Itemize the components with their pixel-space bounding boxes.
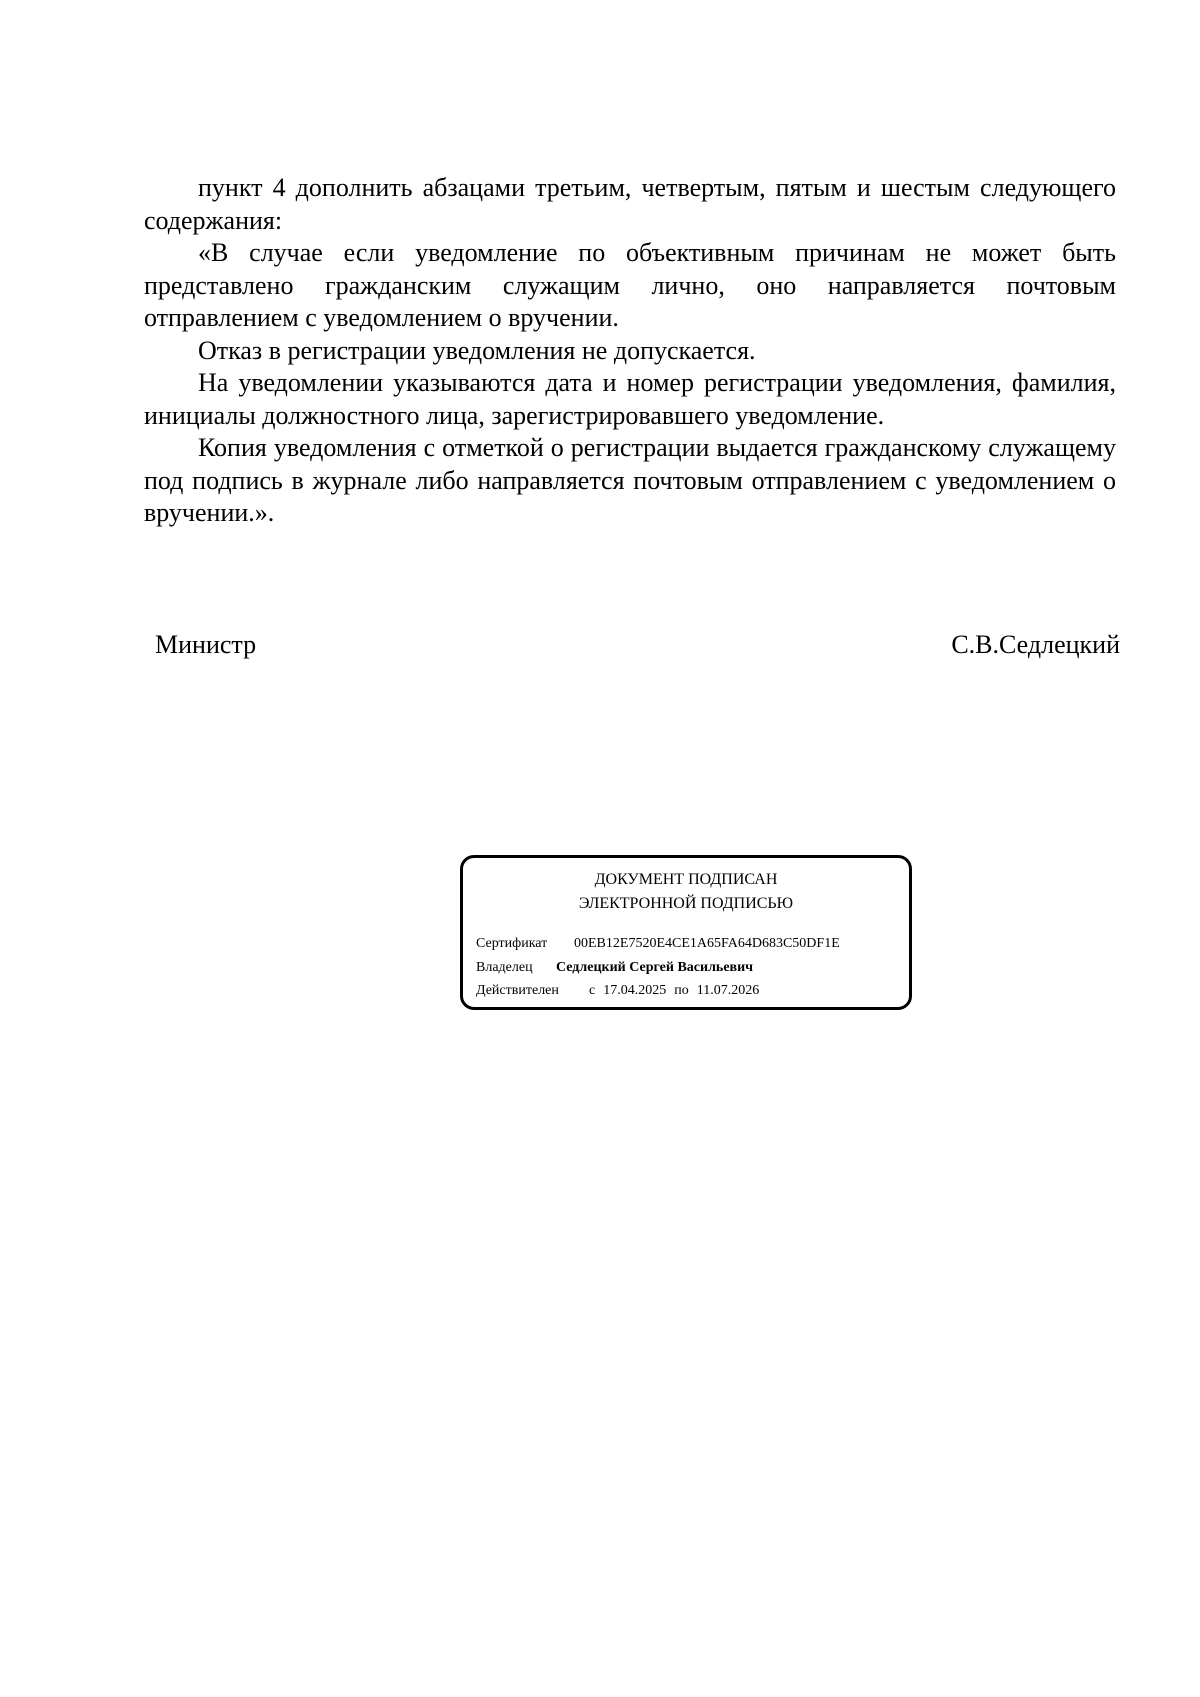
stamp-title-line-2: ЭЛЕКТРОННОЙ ПОДПИСЬЮ bbox=[578, 895, 794, 912]
valid-to-prefix: по bbox=[674, 983, 689, 998]
paragraph-5: Копия уведомления с отметкой о регистрации выдается гражданскому служащему под подпись в журнале либо направляется почтовым отправлением с уведомлением о вручении.». bbox=[144, 433, 1116, 527]
paragraph-4: На уведомлении указываются дата и номер регистрации уведомления, фамилия, инициалы должностного лица, зарегистрировавшего уведомление. bbox=[144, 368, 1116, 430]
owner-value: Седлецкий Сергей Васильевич bbox=[556, 960, 754, 975]
valid-from-prefix: с bbox=[589, 983, 596, 998]
stamp-certificate-row bbox=[476, 935, 840, 953]
document-body bbox=[144, 172, 1116, 530]
stamp-owner-row bbox=[476, 959, 753, 977]
signatory-position: Министр bbox=[155, 630, 257, 659]
owner-label: Владелец bbox=[476, 960, 533, 975]
stamp-title-line-1: ДОКУМЕНТ ПОДПИСАН bbox=[594, 871, 778, 888]
stamp-title bbox=[463, 868, 909, 916]
electronic-signature-stamp bbox=[460, 855, 912, 1010]
stamp-validity-row bbox=[476, 982, 759, 1000]
paragraph-2: «В случае если уведомление по объективным причинам не может быть представлено гражданским служащим лично, оно направляется почтовым отправлением с уведомлением о вручении. bbox=[144, 238, 1116, 332]
certificate-value: 00EB12E7520E4CE1A65FA64D683C50DF1E bbox=[574, 936, 840, 951]
signatory-name: С.В.Седлецкий bbox=[951, 630, 1120, 659]
valid-to-date: 11.07.2026 bbox=[696, 983, 760, 998]
certificate-label: Сертификат bbox=[476, 936, 548, 951]
paragraph-3: Отказ в регистрации уведомления не допускается. bbox=[198, 335, 756, 365]
valid-from-date: 17.04.2025 bbox=[603, 983, 667, 998]
paragraph-1: пункт 4 дополнить абзацами третьим, четвертым, пятым и шестым следующего содержания: bbox=[144, 173, 1116, 235]
validity-label: Действителен bbox=[476, 983, 559, 998]
